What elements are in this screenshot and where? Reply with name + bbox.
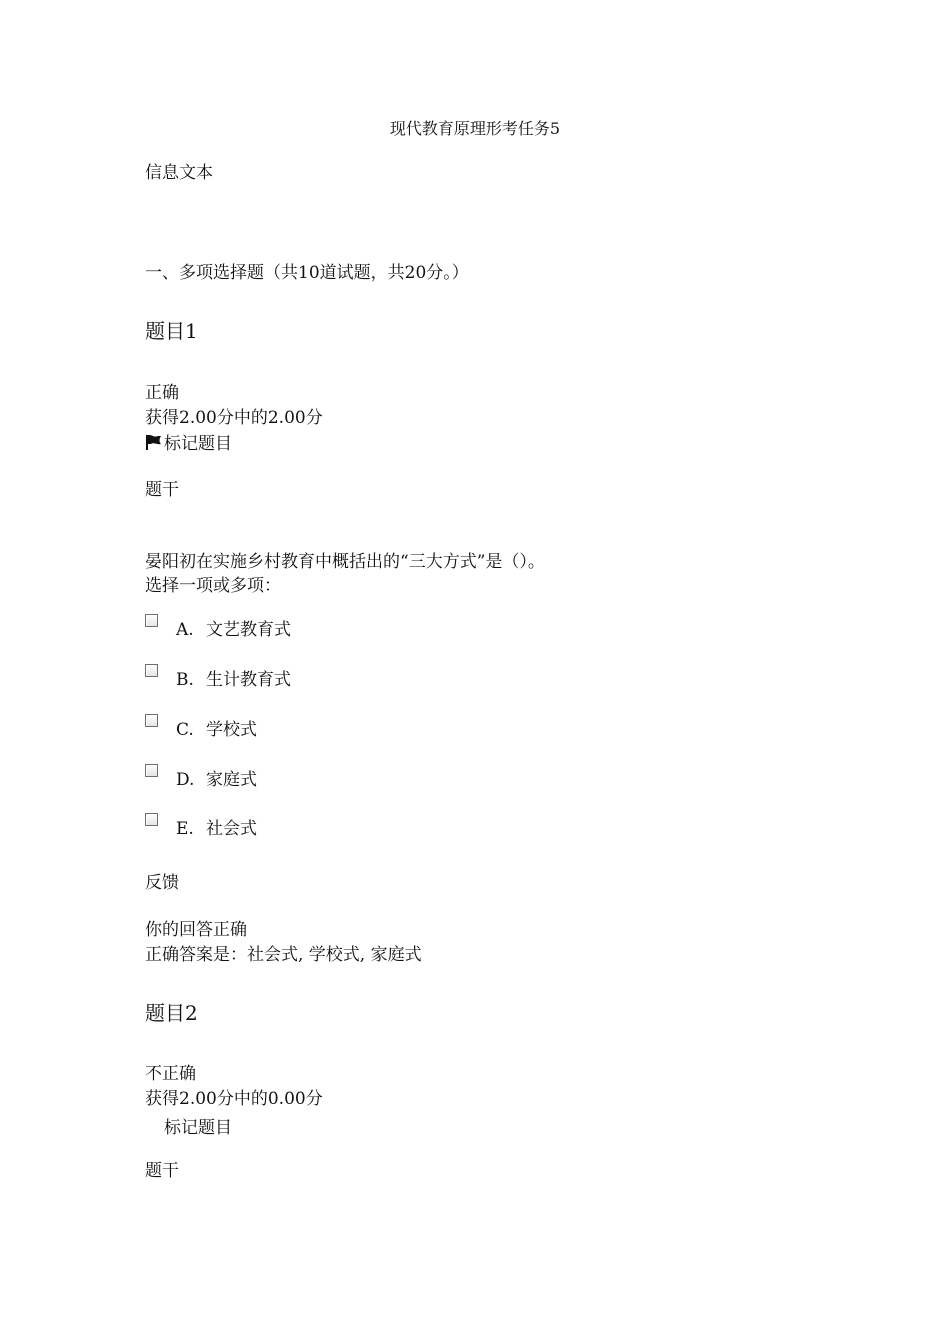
option-a-letter: A. [176,620,194,640]
flag-icon [145,434,163,451]
option-b-checkbox[interactable] [145,664,158,677]
question-1-stem-label: 题干 [145,480,179,500]
option-e [176,821,257,838]
option-d-text: 家庭式 [206,770,257,790]
option-d-letter: D. [176,770,195,790]
feedback-label: 反馈 [145,873,179,893]
flag-label: 标记题目 [164,434,232,454]
option-b-text: 生计教育式 [206,670,291,690]
option-a-checkbox[interactable] [145,614,158,627]
option-b [176,672,291,689]
option-e-checkbox[interactable] [145,813,158,826]
option-a [176,622,291,639]
option-d [176,772,257,789]
option-c [176,722,257,739]
question-2-heading: 题目2 [145,1001,198,1025]
page-title: 现代教育原理形考任务5 [389,119,561,138]
section-heading: 一、多项选择题（共10道试题，共20分。） [145,263,469,283]
question-1-heading: 题目1 [145,319,198,343]
feedback-result: 你的回答正确 [145,920,247,940]
option-c-checkbox[interactable] [145,714,158,727]
flag-label: 标记题目 [164,1118,232,1138]
option-e-text: 社会式 [206,819,257,839]
info-text-label: 信息文本 [145,163,213,183]
question-1-status: 正确 [145,383,179,403]
question-1-flag-link[interactable] [145,434,232,453]
option-a-text: 文艺教育式 [206,620,291,640]
option-e-letter: E. [176,819,194,839]
question-2-status: 不正确 [145,1064,196,1084]
correct-answer: 正确答案是：社会式, 学校式, 家庭式 [145,945,422,965]
option-d-checkbox[interactable] [145,764,158,777]
question-2-score: 获得2.00分中的0.00分 [145,1089,323,1109]
option-c-letter: C. [176,720,194,740]
flag-icon [145,1116,164,1133]
question-1-score: 获得2.00分中的2.00分 [145,408,323,428]
question-2-flag-link[interactable] [145,1116,232,1137]
option-b-letter: B. [176,670,194,690]
option-c-text: 学校式 [206,720,257,740]
question-1-text: 晏阳初在实施乡村教育中概括出的“三大方式”是（）。 [145,552,545,572]
question-2-stem-label: 题干 [145,1161,179,1181]
question-1-instruction: 选择一项或多项： [145,576,281,596]
